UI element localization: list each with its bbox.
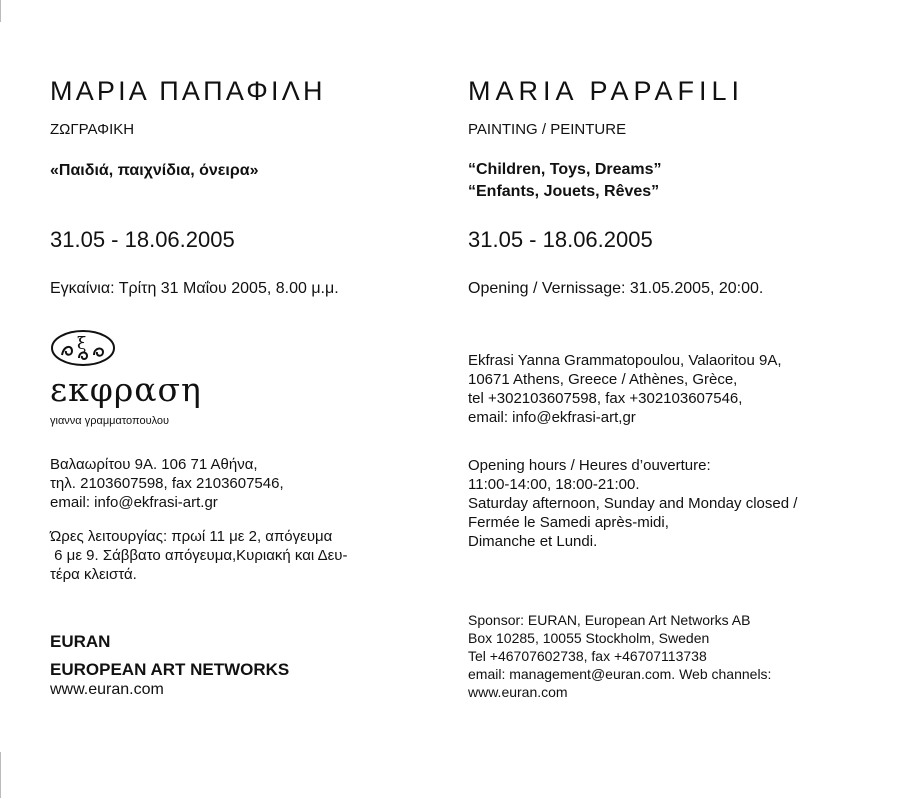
- hours-line: Opening hours / Heures d’ouverture:: [468, 457, 711, 474]
- page-edge-mark: [0, 752, 1, 798]
- hours-line: Dimanche et Lundi.: [468, 533, 598, 550]
- sponsor-line: Box 10285, 10055 Stockholm, Sweden: [468, 630, 710, 646]
- hours-line: 6 με 9. Σάββατο απόγευμα,Κυριακή και Δευ-: [50, 547, 348, 564]
- exhibition-title-greek: «Παιδιά, παιχνίδια, όνειρα»: [50, 162, 259, 179]
- sponsor-line: www.euran.com: [468, 684, 568, 700]
- hours-line: Ώρες λειτουργίας: πρωί 11 με 2, απόγευμα: [50, 528, 333, 545]
- sponsor-line: Sponsor: EURAN, European Art Networks AB: [468, 612, 751, 628]
- gallery-address-english: [468, 351, 782, 427]
- ekfrasi-logo-text: εκφραση: [50, 370, 202, 409]
- address-line: Ekfrasi Yanna Grammatopoulou, Valaoritou 9A,: [468, 352, 782, 369]
- euran-url[interactable]: www.euran.com: [50, 681, 164, 698]
- address-line: Βαλαωρίτου 9Α. 106 71 Αθήνα,: [50, 456, 258, 473]
- hours-line: τέρα κλειστά.: [50, 566, 137, 583]
- address-line: email: info@ekfrasi-art.gr: [50, 494, 218, 511]
- opening-english: Opening / Vernissage: 31.05.2005, 20:00.: [468, 280, 764, 297]
- euran-full-name: EUROPEAN ART NETWORKS: [50, 660, 290, 679]
- page-edge-mark: [0, 0, 1, 22]
- discipline-english: PAINTING / PEINTURE: [468, 121, 627, 138]
- svg-text:ξ: ξ: [77, 334, 87, 354]
- gallery-address-greek: [50, 455, 284, 512]
- euran-label: EURAN: [50, 632, 111, 651]
- hours-line: Saturday afternoon, Sunday and Monday closed /: [468, 495, 798, 512]
- sponsor-line: Tel +46707602738, fax +46707113738: [468, 648, 707, 664]
- address-line: 10671 Athens, Greece / Athènes, Grèce,: [468, 371, 738, 388]
- ekfrasi-logo-icon: [50, 328, 116, 373]
- artist-name-english: MARIA PAPAFILI: [468, 76, 745, 106]
- address-line: email: info@ekfrasi-art,gr: [468, 409, 636, 426]
- opening-hours-greek: [50, 527, 348, 584]
- sponsor-line: email: management@euran.com. Web channels:: [468, 666, 772, 682]
- title-line: “Enfants, Jouets, Rêves”: [468, 183, 660, 200]
- hours-line: Fermée le Samedi après-midi,: [468, 514, 669, 531]
- title-line: “Children, Toys, Dreams”: [468, 161, 662, 178]
- opening-hours-english: [468, 456, 797, 551]
- exhibition-dates-greek: 31.05 - 18.06.2005: [50, 227, 235, 252]
- ekfrasi-logo-subtitle: γιαννα γραμματοπουλου: [50, 415, 170, 427]
- address-line: tel +302103607598, fax +302103607546,: [468, 390, 743, 407]
- discipline-greek: ΖΩΓΡΑΦΙΚΗ: [50, 121, 135, 138]
- exhibition-title-english: [468, 159, 662, 203]
- hours-line: 11:00-14:00, 18:00-21:00.: [468, 476, 640, 493]
- artist-name-greek: ΜΑΡΙΑ ΠΑΠΑΦΙΛΗ: [50, 76, 326, 106]
- address-line: τηλ. 2103607598, fax 2103607546,: [50, 475, 284, 492]
- opening-greek: Εγκαίνια: Τρίτη 31 Μαΐου 2005, 8.00 μ.μ.: [50, 280, 339, 297]
- sponsor-info: [468, 611, 771, 701]
- exhibition-dates-english: 31.05 - 18.06.2005: [468, 227, 653, 252]
